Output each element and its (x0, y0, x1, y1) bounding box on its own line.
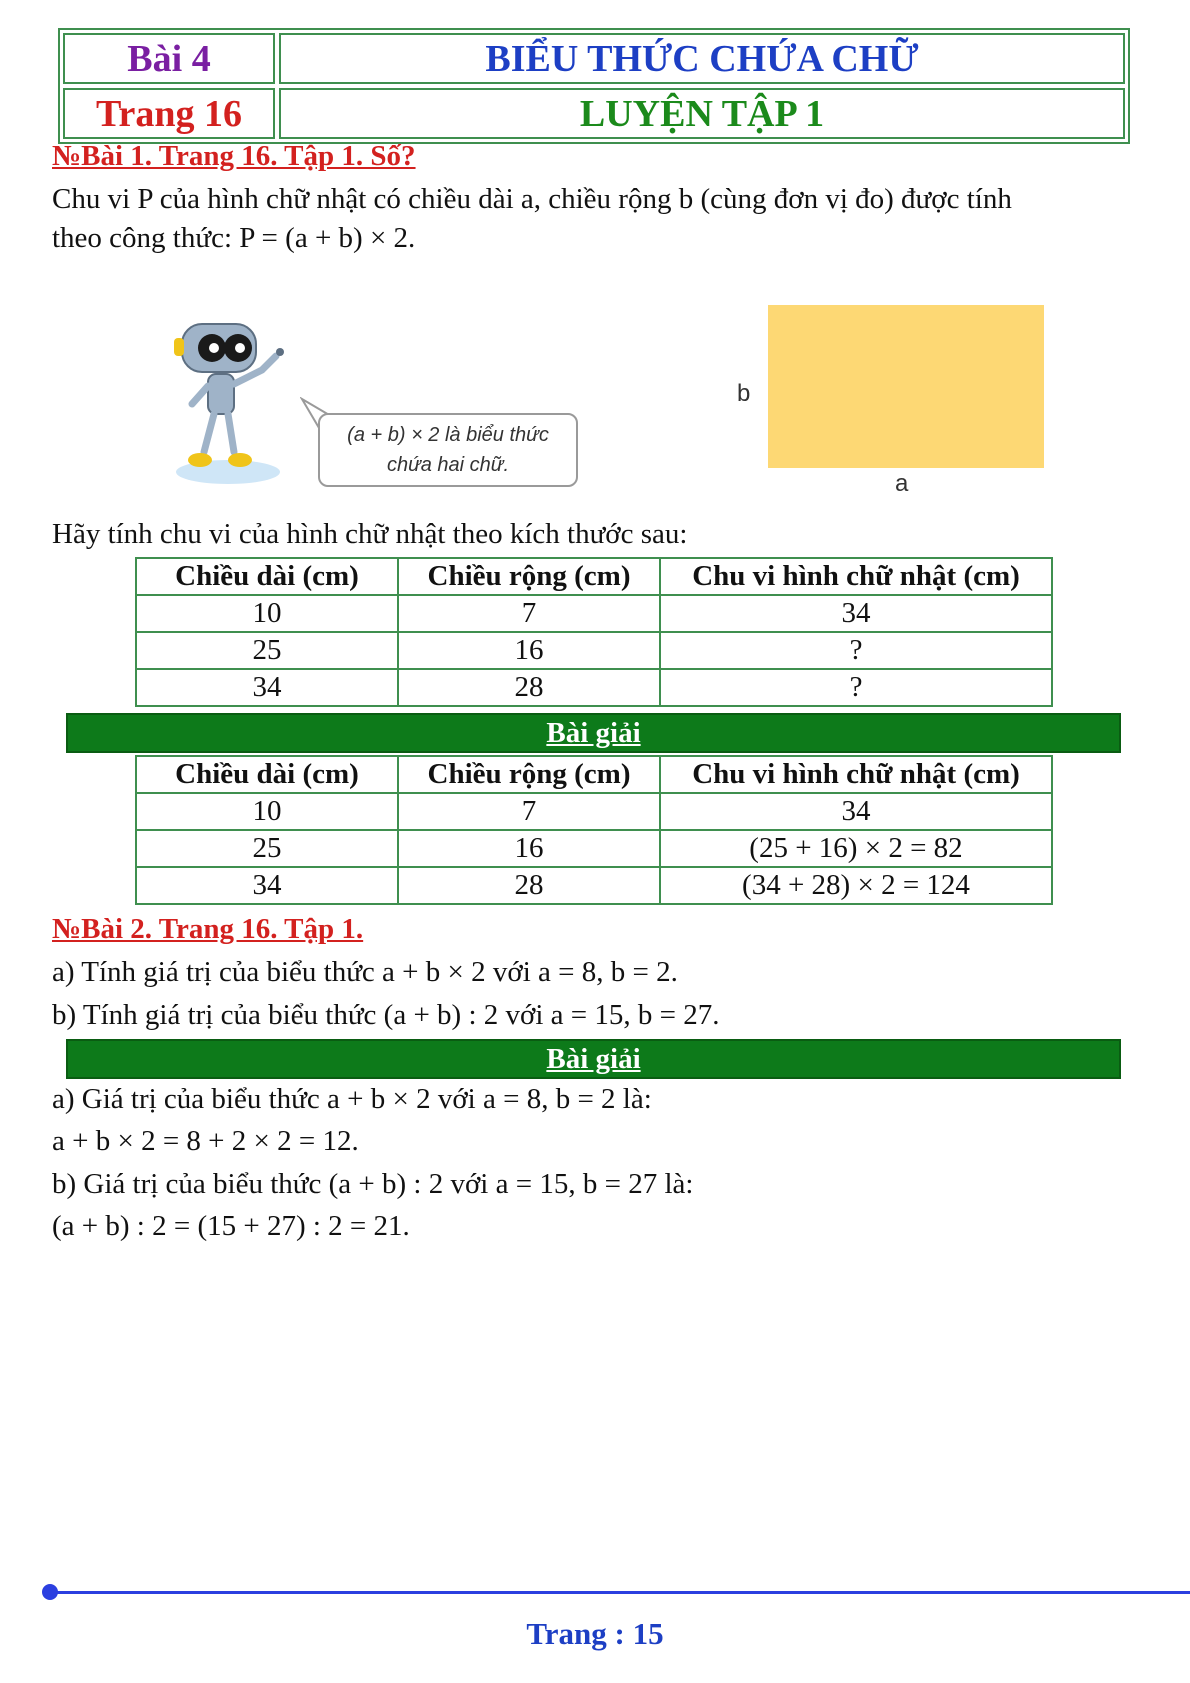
table-header-row (136, 558, 1052, 595)
lesson-header (58, 28, 1130, 144)
table-header: Chiều rộng (cm) (398, 756, 660, 793)
footer-divider (50, 1591, 1190, 1594)
table-cell: (34 + 28) × 2 = 124 (660, 867, 1052, 904)
table-cell: 34 (660, 793, 1052, 830)
page-reference: Trang 16 (63, 88, 275, 139)
solution2-a-line1: a) Giá trị của biểu thức a + b × 2 với a = 8, b = 2 là: (52, 1083, 652, 1115)
solution-banner-2 (66, 1039, 1121, 1079)
table-cell: 25 (136, 632, 398, 669)
table-cell: 34 (660, 595, 1052, 632)
table-header-row (136, 756, 1052, 793)
table-cell: 25 (136, 830, 398, 867)
problem1-instruction: Hãy tính chu vi của hình chữ nhật theo kích thước sau: (52, 518, 688, 550)
rectangle-label-a: a (895, 470, 909, 497)
problem1-table (135, 557, 1053, 707)
table-cell: 10 (136, 793, 398, 830)
problem1-text-line1: Chu vi P của hình chữ nhật có chiều dài a, chiều rộng b (cùng đơn vị đo) được tính (52, 183, 1012, 215)
page-number: Trang : 15 (526, 1616, 664, 1651)
table-header: Chu vi hình chữ nhật (cm) (660, 558, 1052, 595)
lesson-number: Bài 4 (63, 33, 275, 84)
table-row (136, 595, 1052, 632)
solution-banner-1 (66, 713, 1121, 753)
table-cell: 16 (398, 632, 660, 669)
table-cell: 7 (398, 595, 660, 632)
solution2-b-line1: b) Giá trị của biểu thức (a + b) : 2 với a = 15, b = 27 là: (52, 1168, 694, 1200)
table-cell: 34 (136, 669, 398, 706)
rectangle-figure (768, 305, 1044, 468)
table-row (136, 867, 1052, 904)
rectangle-label-b: b (737, 380, 751, 407)
table-cell: 16 (398, 830, 660, 867)
table-row (136, 793, 1052, 830)
table-row (136, 669, 1052, 706)
solution1-table (135, 755, 1053, 905)
lesson-title: BIỂU THỨC CHỨA CHỮ (279, 33, 1125, 84)
table-cell: ? (660, 669, 1052, 706)
table-row (136, 632, 1052, 669)
table-cell: (25 + 16) × 2 = 82 (660, 830, 1052, 867)
table-header: Chiều dài (cm) (136, 756, 398, 793)
robot-illustration (170, 312, 300, 487)
table-row (136, 830, 1052, 867)
solution2-a-line2: a + b × 2 = 8 + 2 × 2 = 12. (52, 1125, 359, 1157)
table-header: Chiều rộng (cm) (398, 558, 660, 595)
table-cell: 28 (398, 669, 660, 706)
problem2-part-b: b) Tính giá trị của biểu thức (a + b) : 2 với a = 15, b = 27. (52, 999, 720, 1031)
solution-label: Bài giải (546, 716, 641, 749)
problem1-text-line2: theo công thức: P = (a + b) × 2. (52, 222, 416, 254)
solution2-b-line2: (a + b) : 2 = (15 + 27) : 2 = 21. (52, 1210, 410, 1242)
table-cell: ? (660, 632, 1052, 669)
table-header: Chiều dài (cm) (136, 558, 398, 595)
problem2-title: №Bài 2. Trang 16. Tập 1. (52, 913, 364, 945)
table-cell: 34 (136, 867, 398, 904)
lesson-subtitle: LUYỆN TẬP 1 (279, 88, 1125, 139)
bubble-line2: chứa hai chữ. (386, 454, 510, 476)
bubble-line1: (a + b) × 2 là biểu thức (347, 424, 549, 446)
speech-bubble (318, 413, 578, 487)
table-cell: 10 (136, 595, 398, 632)
problem2-part-a: a) Tính giá trị của biểu thức a + b × 2 với a = 8, b = 2. (52, 956, 678, 988)
table-header: Chu vi hình chữ nhật (cm) (660, 756, 1052, 793)
table-cell: 28 (398, 867, 660, 904)
solution-label: Bài giải (546, 1042, 641, 1075)
table-cell: 7 (398, 793, 660, 830)
problem1-title: №Bài 1. Trang 16. Tập 1. Số? (52, 140, 416, 172)
